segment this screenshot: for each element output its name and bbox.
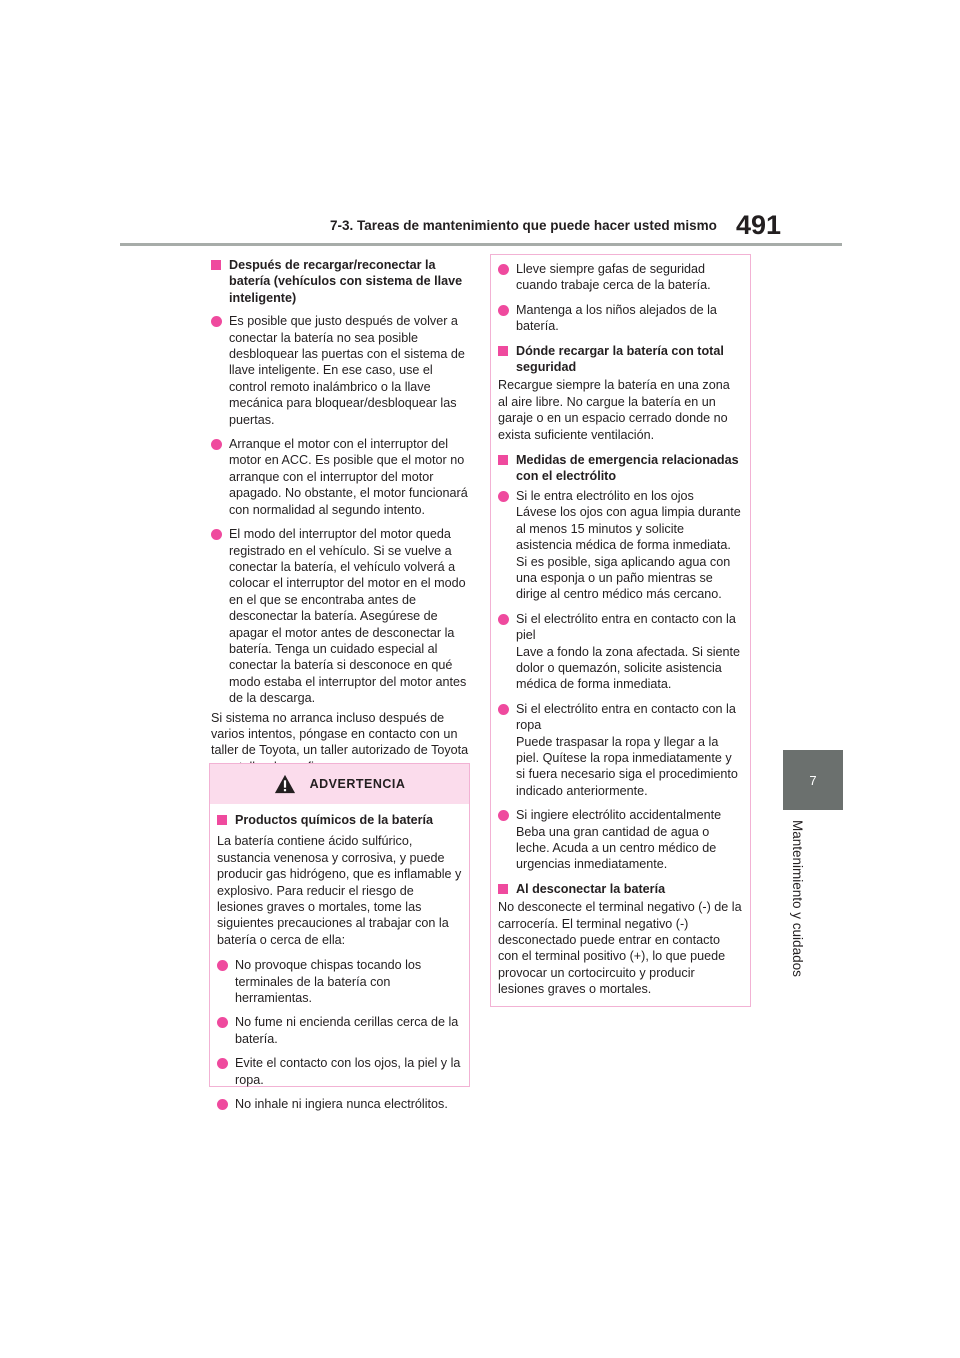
bullet-text: Si le entra electrólito en los ojos Lávese los ojos con agua limpia durante al menos 15 minutos y solicite asistencia médica de forma inmediata. Si es posible, siga aplicando agua con una esponja o un paño mientras se dirige al centro médico más cercano. bbox=[516, 488, 741, 602]
round-bullet-icon bbox=[211, 529, 222, 540]
header-divider bbox=[120, 243, 842, 246]
page-number: 491 bbox=[736, 210, 782, 240]
warning-heading bbox=[217, 812, 462, 828]
warning-box bbox=[209, 763, 470, 1112]
list-item bbox=[217, 1055, 462, 1088]
list-item bbox=[211, 436, 469, 518]
bullet-text: Arranque el motor con el interruptor del motor en ACC. Es posible que el motor no arranque con el interruptor del motor apagado. No obstante, el motor funcionará con normalidad al segundo intento. bbox=[229, 437, 468, 517]
section-title: 7-3. Tareas de mantenimiento que puede hacer usted mismo bbox=[330, 218, 717, 233]
warning-continuation-box bbox=[490, 254, 751, 1007]
warning-title: ADVERTENCIA bbox=[309, 777, 406, 791]
list-item bbox=[217, 1014, 462, 1047]
bullet-text: Si ingiere electrólito accidentalmente Beba una gran cantidad de agua o leche. Acuda a un centro médico de urgencias inmediatamente. bbox=[516, 808, 722, 872]
round-bullet-icon bbox=[217, 1099, 228, 1110]
warning-body bbox=[210, 804, 469, 1113]
chapter-name: Mantenimiento y cuidados bbox=[790, 820, 805, 977]
section-heading bbox=[498, 452, 742, 485]
round-bullet-icon bbox=[217, 960, 228, 971]
bullet-text: Si el electrólito entra en contacto con la ropa Puede traspasar la ropa y llegar a la piel. Quítese la ropa inmediatamente y si fuera necesario siga el procedimiento indicado anteriormente. bbox=[516, 701, 738, 798]
chapter-number: 7 bbox=[809, 772, 817, 788]
round-bullet-icon bbox=[217, 1058, 228, 1069]
round-bullet-icon bbox=[211, 316, 222, 327]
round-bullet-icon bbox=[217, 1017, 228, 1028]
heading-text: Después de recargar/reconectar la batería (vehículos con sistema de llave inteligente) bbox=[229, 258, 463, 305]
list-item bbox=[498, 611, 742, 693]
round-bullet-icon bbox=[498, 704, 509, 715]
list-item bbox=[498, 701, 742, 799]
square-bullet-icon bbox=[498, 884, 508, 894]
list-item bbox=[498, 261, 742, 294]
warning-continuation-body bbox=[491, 255, 750, 998]
round-bullet-icon bbox=[498, 614, 509, 625]
bullet-text: No fume ni encienda cerillas cerca de la batería. bbox=[235, 1015, 459, 1046]
warning-header bbox=[210, 764, 469, 804]
bullet-text: El modo del interruptor del motor queda registrado en el vehículo. Si se vuelve a conectar la batería, el vehículo volverá a colocar el interruptor del motor en el modo en el que se encontraba antes de desconectar la batería. Asegúrese de apagar el motor antes de desconectar la batería. Tenga un cuidado especial al conectar la batería si desconoce en qué modo estaba el interruptor del motor antes de la descarga. bbox=[229, 527, 467, 706]
round-bullet-icon bbox=[498, 305, 509, 316]
section-heading bbox=[498, 343, 742, 376]
list-item bbox=[217, 1096, 462, 1112]
bullet-text: No provoque chispas tocando los terminales de la batería con herramientas. bbox=[235, 958, 422, 1006]
list-item bbox=[211, 526, 469, 706]
list-item bbox=[498, 488, 742, 603]
round-bullet-icon bbox=[498, 264, 509, 275]
section-heading bbox=[498, 881, 742, 897]
list-item bbox=[217, 957, 462, 1006]
list-item bbox=[498, 302, 742, 335]
heading-text: Al desconectar la batería bbox=[516, 881, 666, 896]
bullet-text: Mantenga a los niños alejados de la batería. bbox=[516, 302, 717, 334]
round-bullet-icon bbox=[498, 810, 509, 821]
list-item bbox=[211, 313, 469, 428]
list-item bbox=[498, 807, 742, 873]
heading-text: Productos químicos de la batería bbox=[235, 813, 434, 827]
square-bullet-icon bbox=[498, 346, 508, 356]
square-bullet-icon bbox=[217, 815, 227, 825]
chapter-name-container bbox=[790, 820, 810, 990]
body-paragraph: Si sistema no arranca incluso después de varios intentos, póngase en contacto con un taller de Toyota, un taller autorizado de Toyota bbox=[211, 710, 469, 758]
warning-intro: La batería contiene ácido sulfúrico, sustancia venenosa y corrosiva, y puede producir gas hidrógeno, que es inflamable y explosivo. Para reducir el riesgo de lesiones graves o mortales, tome las siguientes precauciones al trabajar con la batería o cerca de ella: bbox=[217, 834, 462, 947]
section-heading bbox=[211, 257, 469, 306]
bullet-text: Evite el contacto con los ojos, la piel y la ropa. bbox=[235, 1056, 461, 1087]
bullet-text: Lleve siempre gafas de seguridad cuando trabaje cerca de la batería. bbox=[516, 262, 711, 293]
heading-text: Medidas de emergencia relacionadas con el electrólito bbox=[516, 453, 739, 484]
square-bullet-icon bbox=[498, 455, 508, 465]
bullet-text: Es posible que justo después de volver a conectar la batería no sea posible desbloquear las puertas con el sistema de llave inteligente. En ese caso, use el control remoto inalámbrico o la llave mecánica para bloquear/desbloquear las puertas. bbox=[229, 314, 465, 427]
round-bullet-icon bbox=[211, 439, 222, 450]
warning-triangle-icon bbox=[274, 773, 296, 795]
body-paragraph: No desconecte el terminal negativo (-) de la carrocería. El terminal negativo (-) desconectado puede entrar en contacto con el terminal positivo (+), lo que puede provocar un cortocircuito y producir lesiones graves o mortales. bbox=[498, 900, 742, 997]
square-bullet-icon bbox=[211, 260, 221, 270]
round-bullet-icon bbox=[498, 491, 509, 502]
left-column bbox=[211, 257, 469, 781]
bullet-text: No inhale ni ingiera nunca electrólitos. bbox=[235, 1097, 448, 1112]
chapter-tab bbox=[783, 750, 843, 810]
bullet-text: Si el electrólito entra en contacto con la piel Lave a fondo la zona afectada. Si siente dolor o quemazón, solicite asistencia médica de forma inmediata. bbox=[516, 611, 741, 692]
body-paragraph: Recargue siempre la batería en una zona al aire libre. No cargue la batería en un garaje o en un espacio cerrado donde no exista suficiente ventilación. bbox=[498, 378, 730, 442]
heading-text: Dónde recargar la batería con total seguridad bbox=[516, 343, 724, 375]
